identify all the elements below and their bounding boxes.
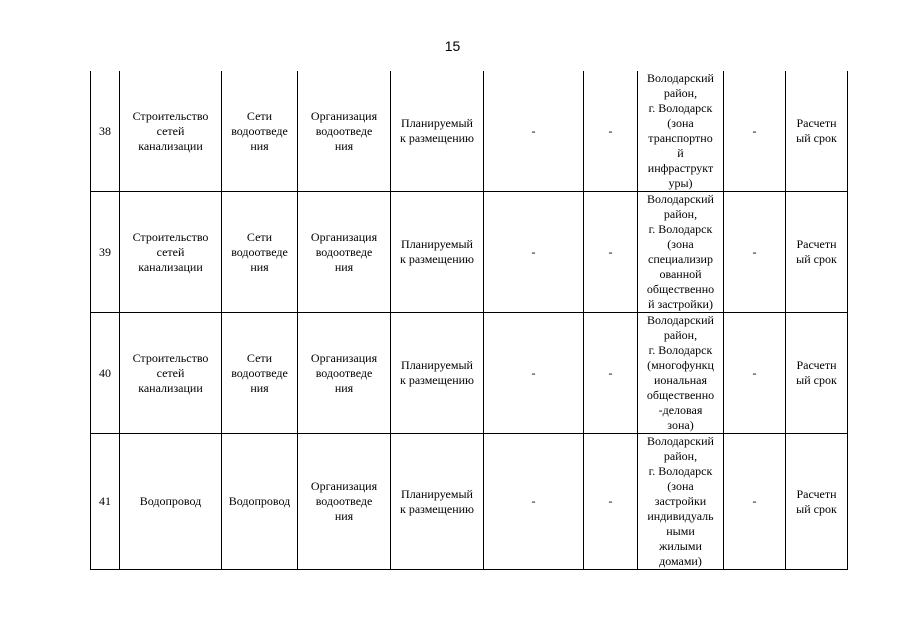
- object-name-cell: Строительство сетей канализации: [120, 313, 222, 434]
- dash-cell: -: [584, 71, 638, 192]
- table-row: [91, 192, 848, 313]
- dash-cell: -: [484, 71, 584, 192]
- object-name-cell: Строительство сетей канализации: [120, 192, 222, 313]
- object-type-cell: Водопровод: [222, 434, 298, 570]
- row-number-cell: 39: [91, 192, 120, 313]
- object-location-cell: Володарский район, г. Володарск (зона застройки индивидуаль ными жилыми домами): [638, 434, 724, 570]
- dash-cell: -: [484, 192, 584, 313]
- object-purpose-cell: Организация водоотведе ния: [298, 313, 391, 434]
- objects-table: [90, 71, 848, 570]
- row-number-cell: 41: [91, 434, 120, 570]
- dash-cell: -: [724, 71, 786, 192]
- dash-cell: -: [484, 313, 584, 434]
- dash-cell: -: [584, 313, 638, 434]
- dash-cell: -: [724, 313, 786, 434]
- object-type-cell: Сети водоотведе ния: [222, 313, 298, 434]
- object-purpose-cell: Организация водоотведе ния: [298, 192, 391, 313]
- dash-cell: -: [724, 434, 786, 570]
- object-purpose-cell: Организация водоотведе ния: [298, 71, 391, 192]
- page-number: 15: [444, 38, 461, 54]
- table-row: [91, 313, 848, 434]
- object-purpose-cell: Организация водоотведе ния: [298, 434, 391, 570]
- object-location-cell: Володарский район, г. Володарск (многофункц иональная общественно -деловая зона): [638, 313, 724, 434]
- object-name-cell: Водопровод: [120, 434, 222, 570]
- object-type-cell: Сети водоотведе ния: [222, 71, 298, 192]
- object-location-cell: Володарский район, г. Володарск (зона транспортно й инфраструкт уры): [638, 71, 724, 192]
- row-number-cell: 40: [91, 313, 120, 434]
- dash-cell: -: [584, 192, 638, 313]
- object-term-cell: Расчетн ый срок: [786, 313, 848, 434]
- object-status-cell: Планируемый к размещению: [391, 434, 484, 570]
- table-row: [91, 71, 848, 192]
- object-status-cell: Планируемый к размещению: [391, 71, 484, 192]
- object-type-cell: Сети водоотведе ния: [222, 192, 298, 313]
- object-term-cell: Расчетн ый срок: [786, 71, 848, 192]
- object-name-cell: Строительство сетей канализации: [120, 71, 222, 192]
- object-term-cell: Расчетн ый срок: [786, 434, 848, 570]
- dash-cell: -: [584, 434, 638, 570]
- row-number-cell: 38: [91, 71, 120, 192]
- dash-cell: -: [484, 434, 584, 570]
- object-location-cell: Володарский район, г. Володарск (зона специализир ованной общественно й застройки): [638, 192, 724, 313]
- table-row: [91, 434, 848, 570]
- object-status-cell: Планируемый к размещению: [391, 313, 484, 434]
- object-status-cell: Планируемый к размещению: [391, 192, 484, 313]
- object-term-cell: Расчетн ый срок: [786, 192, 848, 313]
- dash-cell: -: [724, 192, 786, 313]
